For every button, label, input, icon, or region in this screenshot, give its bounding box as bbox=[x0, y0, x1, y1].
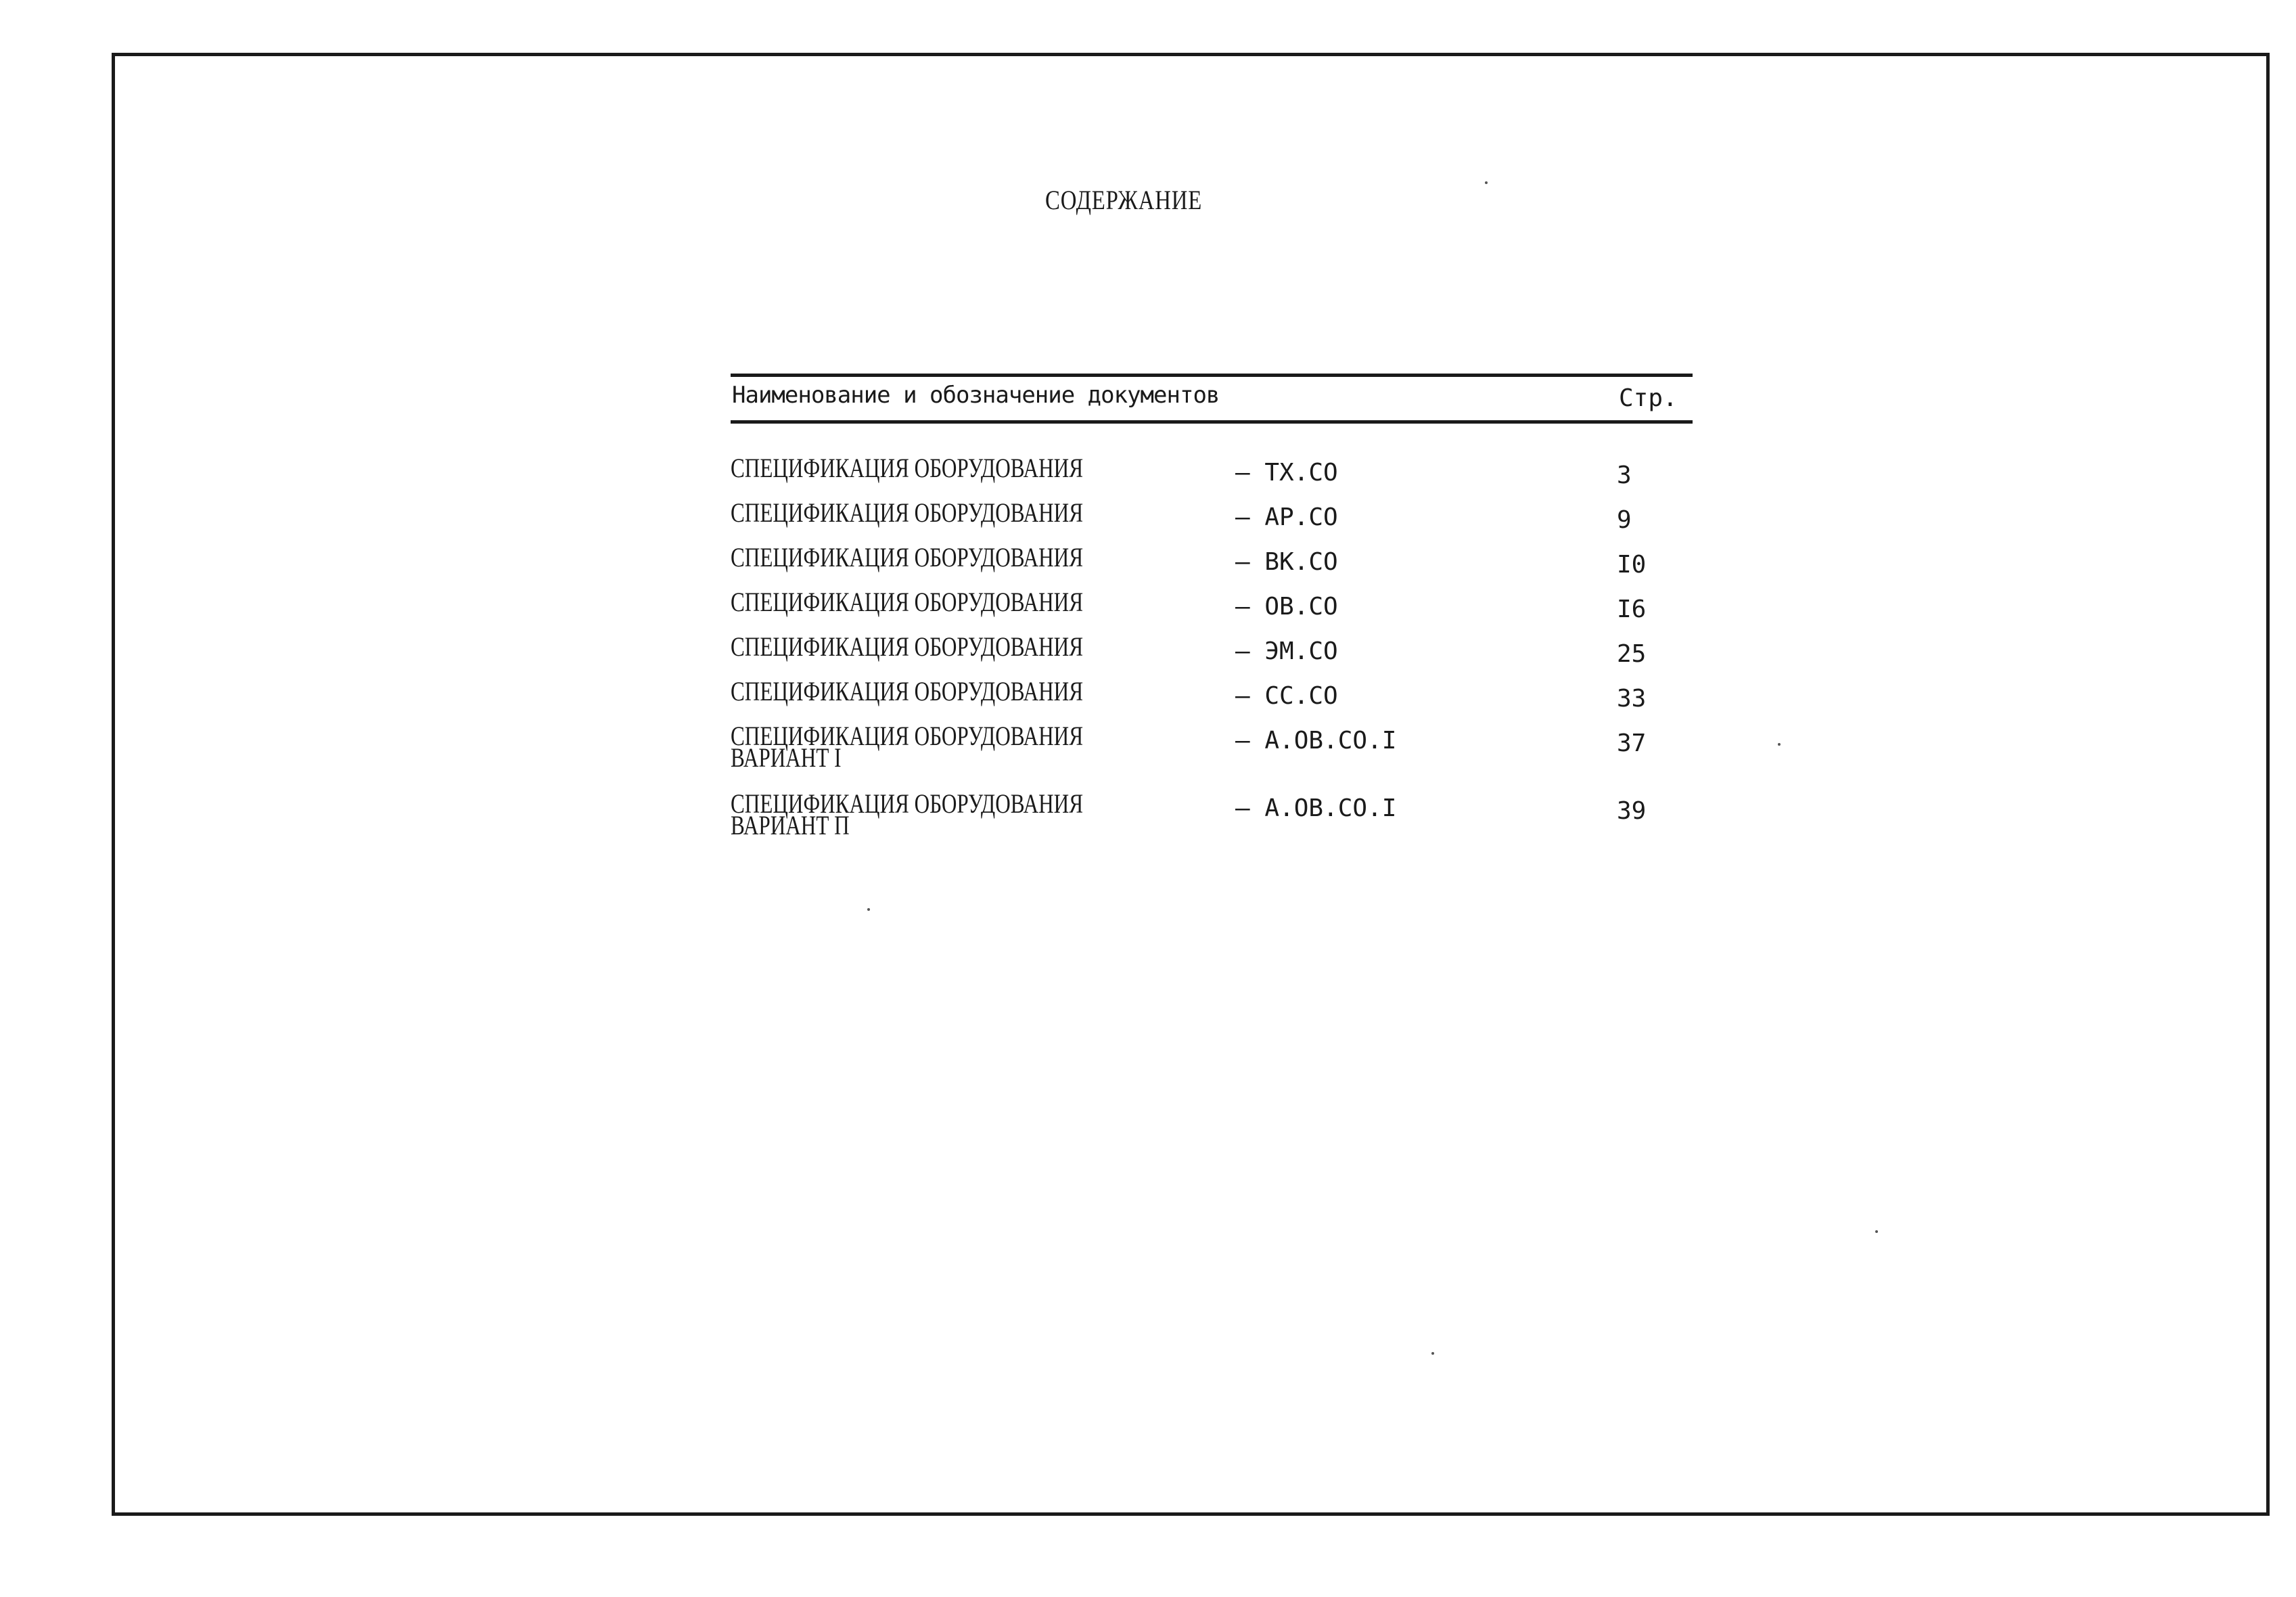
table-top-rule bbox=[731, 374, 1693, 377]
document-code: – А.ОВ.СО.I bbox=[1235, 794, 1397, 822]
document-name-line1: СПЕЦИФИКАЦИЯ ОБОРУДОВАНИЯ bbox=[731, 587, 1084, 617]
page-number: 33 bbox=[1617, 685, 1647, 713]
document-name-line1: СПЕЦИФИКАЦИЯ ОБОРУДОВАНИЯ bbox=[731, 453, 1084, 483]
document-code: – ТХ.СО bbox=[1235, 459, 1338, 487]
document-name bbox=[731, 788, 1084, 840]
document-name bbox=[731, 453, 1084, 483]
page-number: 37 bbox=[1617, 729, 1647, 757]
document-name-line1: СПЕЦИФИКАЦИЯ ОБОРУДОВАНИЯ bbox=[731, 721, 1084, 751]
document-code: – ЭМ.СО bbox=[1235, 637, 1338, 665]
column-header-page: Стр. bbox=[1619, 384, 1678, 412]
page-number: 39 bbox=[1617, 797, 1647, 825]
document-name bbox=[731, 676, 1084, 706]
document-name-line1: СПЕЦИФИКАЦИЯ ОБОРУДОВАНИЯ bbox=[731, 788, 1084, 819]
document-code: – АР.СО bbox=[1235, 503, 1338, 531]
document-code: – ВК.СО bbox=[1235, 548, 1338, 576]
page-number: I6 bbox=[1617, 595, 1647, 623]
table-header-rule bbox=[731, 420, 1693, 424]
page-number: 3 bbox=[1617, 462, 1632, 489]
document-name-line2: ВАРИАНТ I bbox=[731, 742, 842, 773]
document-name bbox=[731, 721, 1084, 773]
page-number: I0 bbox=[1617, 551, 1647, 579]
document-code: – ОВ.СО bbox=[1235, 593, 1338, 621]
document-name bbox=[731, 497, 1084, 528]
scan-speck bbox=[1778, 743, 1781, 746]
page-title: СОДЕРЖАНИЕ bbox=[1045, 185, 1203, 215]
document-name bbox=[731, 631, 1084, 662]
page-number: 25 bbox=[1617, 640, 1647, 668]
page-number: 9 bbox=[1617, 506, 1632, 534]
scan-speck bbox=[867, 908, 870, 911]
scan-speck bbox=[1431, 1352, 1434, 1355]
document-name-line1: СПЕЦИФИКАЦИЯ ОБОРУДОВАНИЯ bbox=[731, 542, 1084, 572]
document-name-line1: СПЕЦИФИКАЦИЯ ОБОРУДОВАНИЯ bbox=[731, 497, 1084, 528]
document-code: – А.ОВ.СО.I bbox=[1235, 727, 1397, 755]
document-name-line1: СПЕЦИФИКАЦИЯ ОБОРУДОВАНИЯ bbox=[731, 631, 1084, 662]
drawing-frame bbox=[112, 53, 2270, 1516]
document-name bbox=[731, 542, 1084, 572]
document-code: – СС.СО bbox=[1235, 682, 1338, 710]
document-name-line2: ВАРИАНТ П bbox=[731, 810, 850, 840]
document-name bbox=[731, 587, 1084, 617]
scan-speck bbox=[1875, 1230, 1878, 1233]
scan-speck bbox=[1485, 181, 1488, 184]
column-header-name: Наименование и обозначение документов bbox=[732, 382, 1220, 409]
document-name-line1: СПЕЦИФИКАЦИЯ ОБОРУДОВАНИЯ bbox=[731, 676, 1084, 706]
